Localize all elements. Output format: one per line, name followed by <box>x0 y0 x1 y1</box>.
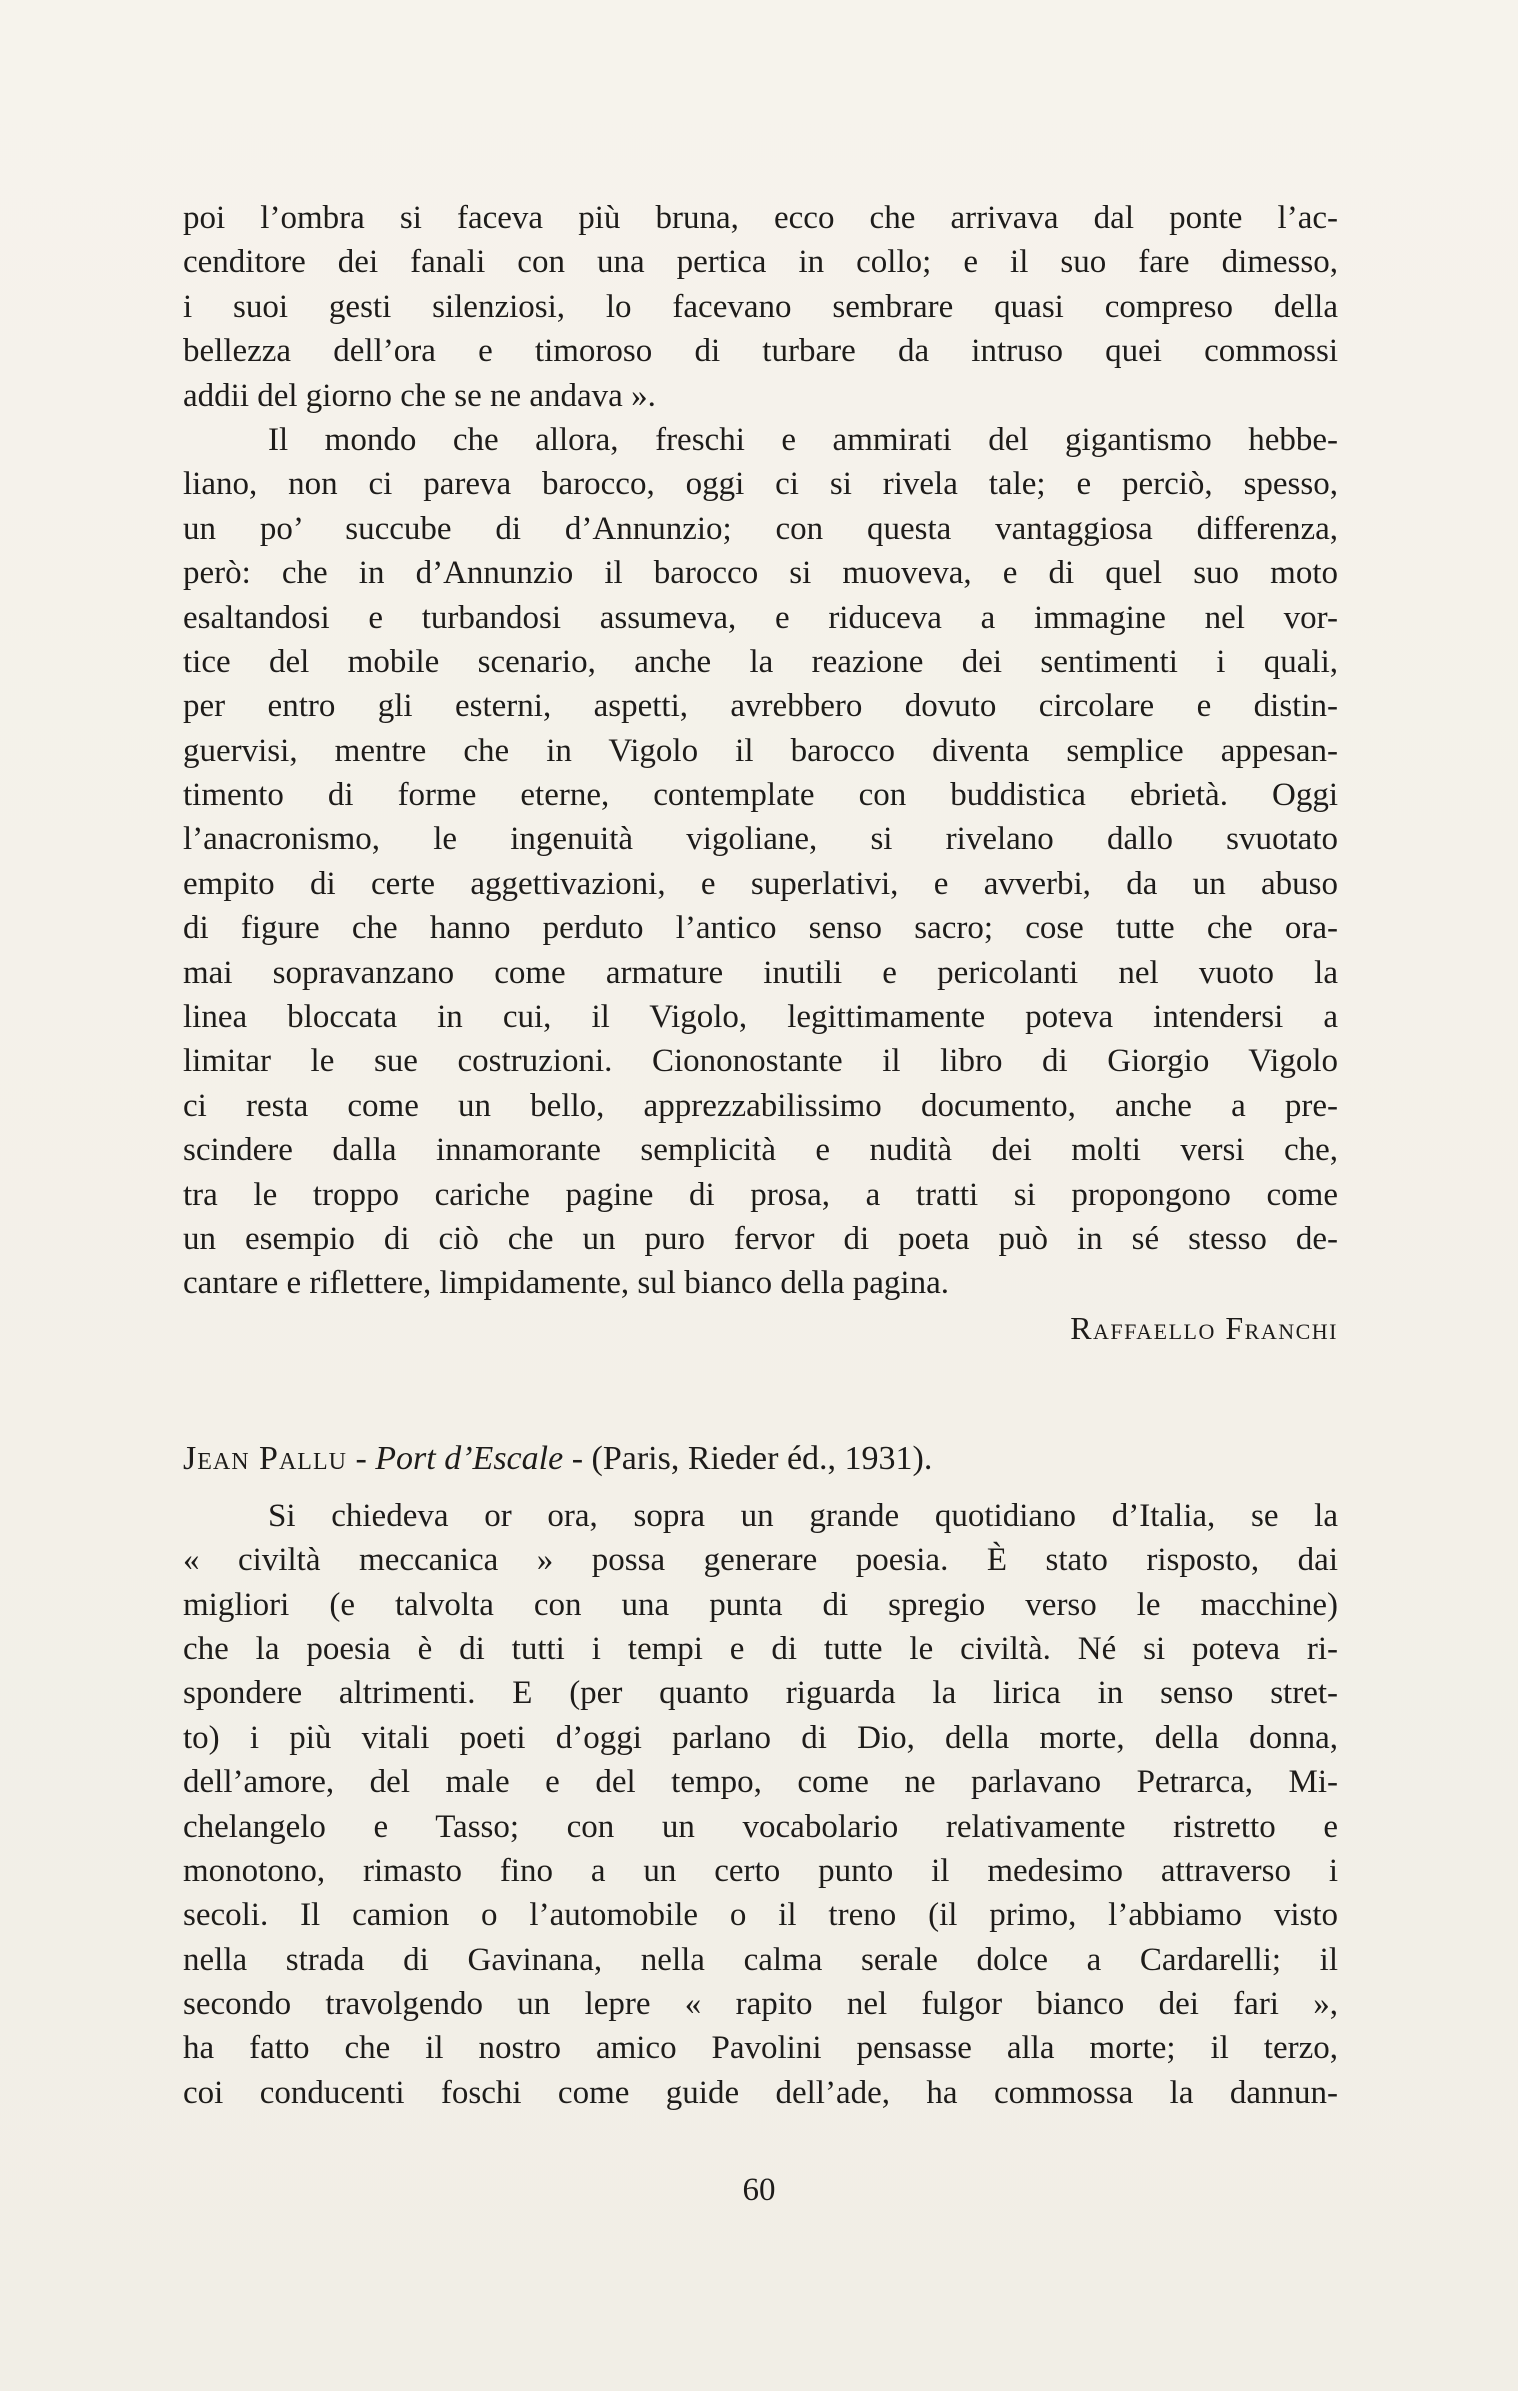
text-line: chelangelo e Tasso; con un vocabolario relativamente ristretto e <box>183 1808 1338 1845</box>
text-line: addii del giorno che se ne andava ». <box>183 377 656 414</box>
text-line: poi l’ombra si faceva più bruna, ecco che arrivava dal ponte l’ac- <box>183 200 1338 236</box>
heading-separator: - <box>563 1439 592 1477</box>
text-line: cenditore dei fanali con una pertica in collo; e il suo fare dimesso, <box>183 244 1338 281</box>
text-line: però: che in d’Annunzio il barocco si muoveva, e di quel suo moto <box>183 555 1338 592</box>
text-line: dell’amore, del male e del tempo, come ne parlavano Petrarca, Mi- <box>183 1764 1338 1801</box>
text-line: migliori (e talvolta con una punta di spregio verso le macchine) <box>183 1586 1338 1623</box>
text-line: bellezza dell’ora e timoroso di turbare da intruso quei commossi <box>183 333 1338 370</box>
text-line: esaltandosi e turbandosi assumeva, e riduceva a immagine nel vor- <box>183 599 1338 636</box>
text-line: empito di certe aggettivazioni, e superlativi, e avverbi, da un abuso <box>183 865 1338 902</box>
text-line: Il mondo che allora, freschi e ammirati del gigantismo hebbe- <box>268 421 1338 458</box>
text-line: tice del mobile scenario, anche la reazione dei sentimenti i quali, <box>183 643 1338 680</box>
text-line: « civiltà meccanica » possa generare poesia. È stato risposto, dai <box>183 1542 1338 1579</box>
text-column <box>183 196 1338 2115</box>
review-pallu-body <box>183 1494 1338 2115</box>
review-heading <box>183 1436 1338 1482</box>
text-line: mai sopravanzano come armature inutili e pericolanti nel vuoto la <box>183 954 1338 991</box>
text-line: timento di forme eterne, contemplate con buddistica ebrietà. Oggi <box>183 777 1338 814</box>
text-line: liano, non ci pareva barocco, oggi ci si rivela tale; e perciò, spesso, <box>183 466 1338 503</box>
text-line: secondo travolgendo un lepre « rapito nel fulgor bianco dei fari », <box>183 1986 1338 2023</box>
text-line: coi conducenti foschi come guide dell’ade, ha commossa la dannun- <box>183 2074 1338 2111</box>
text-line: un esempio di ciò che un puro fervor di poeta può in sé stesso de- <box>183 1220 1338 1257</box>
text-line: Si chiedeva or ora, sopra un grande quotidiano d’Italia, se la <box>268 1497 1338 1534</box>
text-line: limitar le sue costruzioni. Ciononostante il libro di Giorgio Vigolo <box>183 1043 1338 1080</box>
text-line: monotono, rimasto fino a un certo punto il medesimo attraverso i <box>183 1852 1338 1889</box>
review-signature: Raffaello Franchi <box>1070 1309 1338 1346</box>
text-line: tra le troppo cariche pagine di prosa, a tratti si propongono come <box>183 1176 1338 1213</box>
text-line: un po’ succube di d’Annunzio; con questa vantaggiosa differenza, <box>183 510 1338 547</box>
book-author: Jean Pallu <box>183 1439 347 1477</box>
text-line: to) i più vitali poeti d’oggi parlano di Dio, della morte, della donna, <box>183 1719 1338 1756</box>
book-title: Port d’Escale <box>375 1439 564 1477</box>
text-line: l’anacronismo, le ingenuità vigoliane, si rivelano dallo svuotato <box>183 821 1338 858</box>
text-line: scindere dalla innamorante semplicità e nudità dei molti versi che, <box>183 1132 1338 1169</box>
text-line: i suoi gesti silenziosi, lo facevano sembrare quasi compreso della <box>183 288 1338 325</box>
text-line: linea bloccata in cui, il Vigolo, legittimamente poteva intendersi a <box>183 999 1338 1036</box>
heading-separator: - <box>346 1439 376 1477</box>
text-line: nella strada di Gavinana, nella calma serale dolce a Cardarelli; il <box>183 1941 1338 1978</box>
text-line: ha fatto che il nostro amico Pavolini pensasse alla morte; il terzo, <box>183 2030 1338 2067</box>
text-line: cantare e riflettere, limpidamente, sul bianco della pagina. <box>183 1265 949 1302</box>
text-line: secoli. Il camion o l’automobile o il treno (il primo, l’abbiamo visto <box>183 1897 1338 1934</box>
review-vigolo-body <box>183 196 1338 1306</box>
text-line: spondere altrimenti. E (per quanto riguarda la lirica in senso stret- <box>183 1675 1338 1712</box>
text-line: per entro gli esterni, aspetti, avrebbero dovuto circolare e distin- <box>183 688 1338 725</box>
text-line: guervisi, mentre che in Vigolo il barocco diventa semplice appesan- <box>183 732 1338 769</box>
section-gap <box>183 1350 1338 1436</box>
text-line: di figure che hanno perduto l’antico senso sacro; cose tutte che ora- <box>183 910 1338 947</box>
page-number: 60 <box>742 2172 776 2208</box>
text-line: ci resta come un bello, apprezzabilissimo documento, anche a pre- <box>183 1087 1338 1124</box>
text-line: che la poesia è di tutti i tempi e di tutte le civiltà. Né si poteva ri- <box>183 1630 1338 1667</box>
book-publisher: (Paris, Rieder éd., 1931). <box>591 1439 933 1477</box>
